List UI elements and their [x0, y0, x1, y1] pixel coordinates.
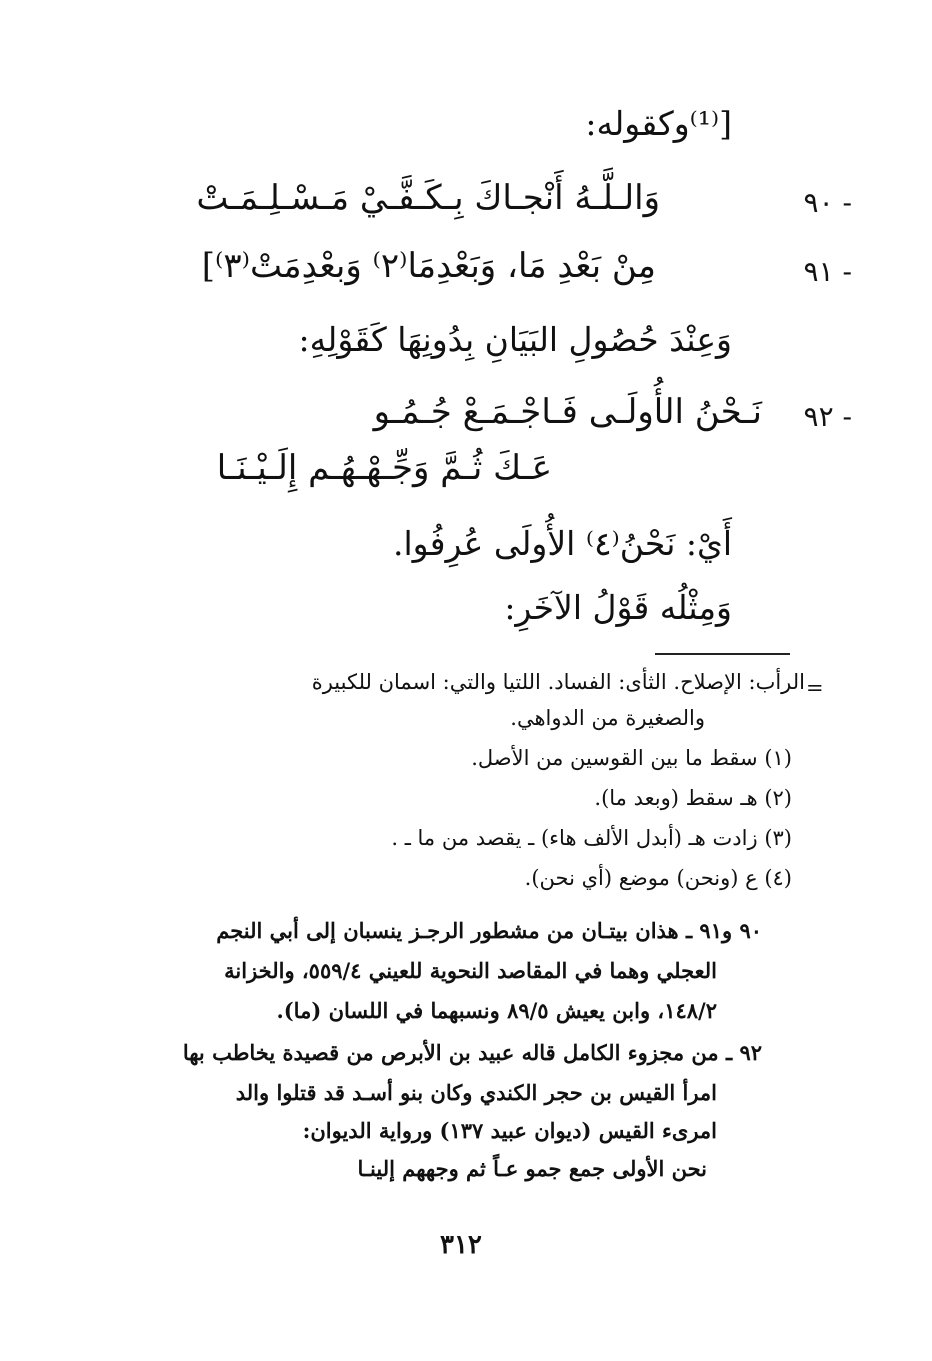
verse-91-text: مِنْ بَعْدِ مَا، وَبَعْدِمَا⁽٢⁾ وَبعْدِمَتْ⁽٣⁾] — [201, 246, 656, 286]
example-line: وَمِثْلُه قَوْلُ الآخَرِ: — [504, 588, 732, 627]
commentary-1-line-1: ٩٠ و٩١ ـ هذان بيتـان من مشطور الرجـز ينسبان إلى أبي النجم — [216, 918, 762, 943]
footnote-continuation-line-1: الرأب: الإصلاح. الثأى: الفساد. اللتيا والتي: اسمان للكبيرة — [311, 670, 805, 694]
footnote-separator — [655, 653, 790, 655]
verse-number-92: ٩٢ - — [803, 400, 852, 433]
transition-line: وَعِنْدَ حُصُولِ البَيَانِ بِدُونِهَا كَقَوْلِهِ: — [298, 320, 732, 359]
commentary-2-line-3: امرىء القيس (ديوان عبيد ١٣٧) ورواية الديوان: — [302, 1118, 717, 1143]
commentary-1-line-3: ١٤٨/٢، وابن يعيش ٨٩/٥ ونسبهما في اللسان (ما). — [276, 998, 717, 1023]
continuation-mark: = — [806, 676, 824, 700]
explanation-line: أَيْ: نَحْنُ⁽٤⁾ الأُولَى عُرِفُوا. — [392, 524, 732, 563]
verse-number-90: ٩٠ - — [803, 186, 852, 219]
commentary-2-line-1: ٩٢ ـ من مجزوء الكامل قاله عبيد بن الأبرص من قصيدة يخاطب بها — [182, 1040, 762, 1065]
footnote-4: (٤) ع (ونحن) موضع (أي نحن). — [524, 866, 792, 890]
footnote-1: (١) سقط ما بين القوسين من الأصل. — [471, 746, 792, 770]
commentary-1-line-2: العجلي وهما في المقاصد النحوية للعيني ٥٥٩/٤، والخزانة — [224, 958, 717, 983]
verse-number-91: ٩١ - — [803, 255, 852, 288]
commentary-2-verse: نحن الأولى جمع جمو عـاً ثم وجههم إلينـا — [357, 1156, 707, 1181]
footnote-2: (٢) هـ سقط (وبعد ما). — [594, 786, 792, 810]
verse-90-text: وَالـلَّـهُ أَنْجـاكَ بِـكَـفَّـيْ مَـسْـلِـمَـتْ — [196, 178, 660, 218]
verse-92-line-1: نَـحْنُ الأُولَـى فَـاجْـمَـعْ جُـمُـو — [373, 392, 762, 432]
footnote-continuation-line-2: والصغيرة من الدواهي. — [510, 706, 705, 730]
commentary-2-line-2: امرأ القيس بن حجر الكندي وكان بنو أسـد قد قتلوا والد — [235, 1080, 717, 1105]
verse-92-line-2: عَـكَ ثُـمَّ وَجِّـهْـهُـم إِلَـيْـنَـا — [216, 448, 552, 488]
footnote-3: (٣) زادت هـ (أبدل الألف هاء) ـ يقصد من ما ـ . — [391, 826, 792, 850]
page-number: ٣١٢ — [440, 1230, 482, 1260]
intro-line: [⁽¹⁾وكقوله: — [585, 104, 732, 143]
